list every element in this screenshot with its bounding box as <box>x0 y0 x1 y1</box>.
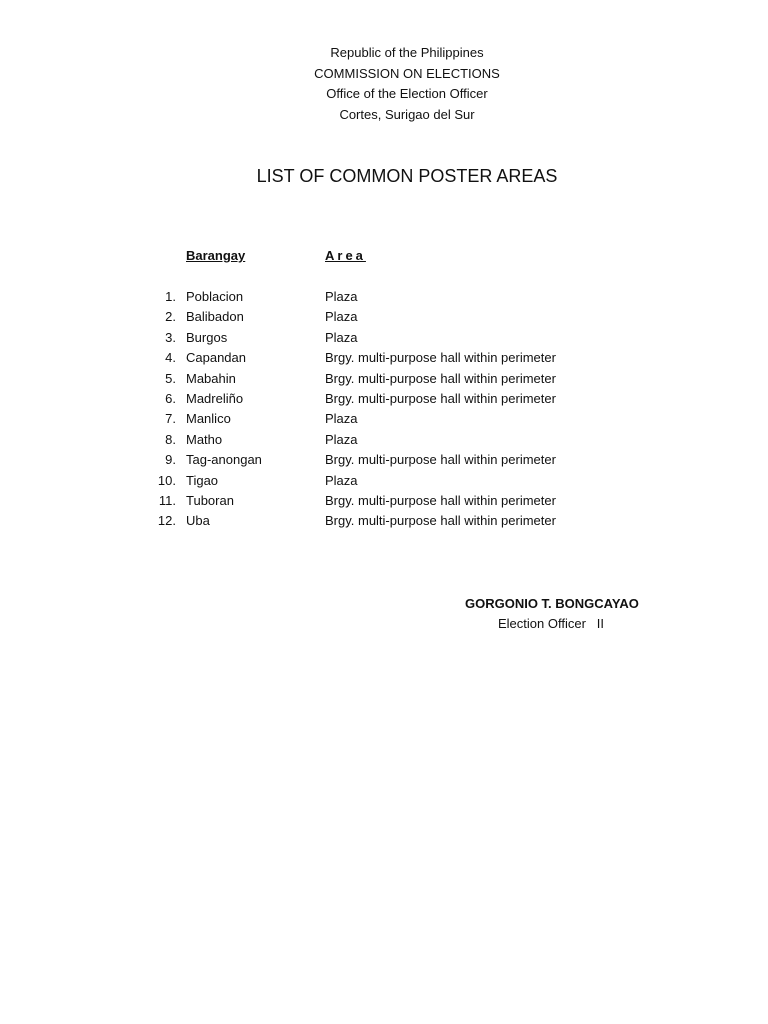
list-item-area: Brgy. multi-purpose hall within perimeter <box>325 452 556 468</box>
list-item <box>0 308 768 328</box>
list-item <box>0 370 768 390</box>
header-commission: COMMISSION ON ELECTIONS <box>314 65 500 81</box>
list-item-area: Plaza <box>325 431 358 447</box>
list-item-barangay: Matho <box>186 431 223 447</box>
signatory-position: Election Officer II <box>498 616 604 631</box>
signatory-name: GORGONIO T. BONGCAYAO <box>465 596 639 611</box>
header-location: Cortes, Surigao del Sur <box>339 106 475 122</box>
poster-area-list <box>0 288 768 533</box>
list-item-number: 9. <box>165 452 176 468</box>
document-header <box>0 43 768 125</box>
list-item-area: Plaza <box>325 309 358 325</box>
list-item-number: 3. <box>165 329 176 345</box>
list-item-number: 11. <box>158 492 176 508</box>
list-item-number: 10. <box>157 472 176 488</box>
list-item <box>0 329 768 349</box>
list-item-barangay: Burgos <box>186 329 228 345</box>
list-item <box>0 349 768 369</box>
list-item-number: 1. <box>165 289 176 304</box>
list-item-number: 5. <box>165 370 176 386</box>
list-item-area: Plaza <box>325 329 358 345</box>
list-item-barangay: Mabahin <box>186 370 236 386</box>
list-item-barangay: Capandan <box>186 350 246 366</box>
list-item <box>0 472 768 492</box>
column-header-area: Area <box>325 248 366 263</box>
list-item <box>0 288 768 308</box>
list-item <box>0 512 768 532</box>
list-item-number: 2. <box>165 309 176 325</box>
list-item <box>0 410 768 430</box>
list-item <box>0 451 768 471</box>
list-item-barangay: Manlico <box>186 411 231 427</box>
list-item-barangay: Tigao <box>186 472 219 488</box>
list-item <box>0 390 768 410</box>
list-item-number: 7. <box>165 411 176 427</box>
list-item <box>0 492 768 512</box>
list-item-barangay: Tuboran <box>186 492 234 508</box>
list-item-barangay: Uba <box>186 513 210 529</box>
document-title: LIST OF COMMON POSTER AREAS <box>256 166 558 186</box>
list-item-number: 12. <box>157 513 176 529</box>
column-header-barangay: Barangay <box>186 248 246 263</box>
list-item-barangay: Madreliño <box>186 390 244 406</box>
list-item <box>0 431 768 451</box>
header-republic: Republic of the Philippines <box>330 45 484 60</box>
list-item-barangay: Tag-anongan <box>186 452 262 468</box>
list-item-area: Brgy. multi-purpose hall within perimeter <box>325 370 556 386</box>
header-office: Office of the Election Officer <box>326 86 488 101</box>
list-item-number: 6. <box>165 390 176 406</box>
list-item-area: Brgy. multi-purpose hall within perimeter <box>325 390 556 406</box>
list-item-area: Brgy. multi-purpose hall within perimeter <box>325 513 556 529</box>
list-item-number: 8. <box>165 431 176 447</box>
list-item-number: 4. <box>165 350 176 366</box>
list-item-barangay: Balibadon <box>186 309 244 325</box>
list-item-area: Plaza <box>325 411 358 427</box>
list-item-area: Plaza <box>325 289 358 304</box>
list-item-barangay: Poblacion <box>186 289 244 304</box>
list-item-area: Brgy. multi-purpose hall within perimeter <box>325 492 556 508</box>
list-item-area: Brgy. multi-purpose hall within perimeter <box>325 350 556 366</box>
list-item-area: Plaza <box>325 472 358 488</box>
